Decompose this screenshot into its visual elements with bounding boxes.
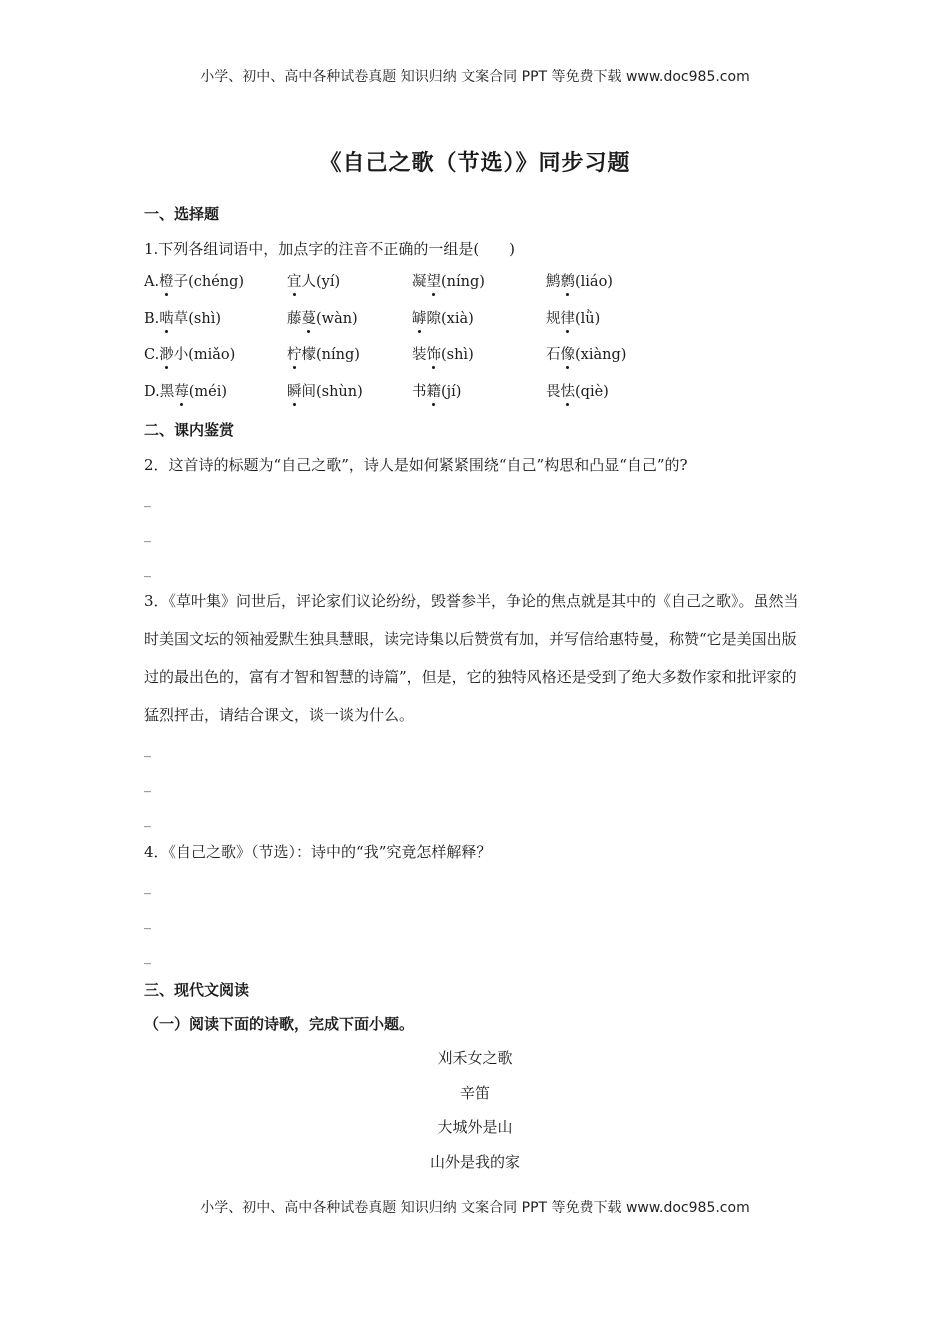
option-label: C.	[144, 347, 160, 363]
option-a-item	[412, 270, 485, 291]
question-3: 3．《草叶集》问世后，评论家们议论纷纷，毁誉参半，争论的焦点就是其中的《自己之歌》。虽然当时美国文坛的领袖爱默生独具慧眼，读完诗集以后赞赏有加，并写信给惠特曼，称赞“它是美国出版过的最出色的，富有才智和智慧的诗篇”，但是，它的独特风格还是受到了绝大多数作家和批评家的猛烈抨击，请结合课文，谈一谈为什么。	[144, 592, 799, 724]
option-b-item	[412, 307, 474, 328]
page-title: 《自己之歌（节选）》同步习题	[319, 151, 631, 176]
dotted-character: 鹩	[561, 270, 576, 291]
answer-blank[interactable]: _	[144, 562, 151, 578]
dotted-character: 律	[561, 307, 576, 328]
word-suffix-pinyin: (níng)	[441, 274, 485, 290]
section-heading-appreciation: 二、课内鉴赏	[144, 421, 235, 439]
word-prefix: 凝	[412, 274, 427, 290]
word-prefix: 规	[546, 311, 561, 327]
option-c-item	[144, 343, 235, 364]
word-suffix-pinyin: 小(miǎo)	[173, 347, 236, 363]
page-footer: 小学、初中、高中各种试卷真题 知识归纳 文案合同 PPT 等免费下载 www.doc985.com	[200, 1200, 750, 1216]
option-b-item	[287, 307, 358, 328]
word-prefix: 鹪	[546, 274, 561, 290]
word-suffix-pinyin: (wàn)	[316, 311, 358, 327]
option-d-item	[412, 380, 461, 401]
dotted-character: 渺	[159, 343, 174, 364]
dotted-character: 莓	[174, 380, 189, 401]
question-4: 4．《自己之歌》（节选）：诗中的“我”究竟怎样解释？	[144, 843, 492, 861]
dotted-character: 瞬	[287, 380, 302, 401]
dotted-character: 蔓	[302, 307, 317, 328]
option-a-item	[287, 270, 340, 291]
poem-line: 山外是我的家	[429, 1153, 520, 1171]
answer-blank[interactable]: _	[144, 949, 151, 965]
word-prefix: 书	[412, 384, 427, 400]
page-header: 小学、初中、高中各种试卷真题 知识归纳 文案合同 PPT 等免费下载 www.doc985.com	[200, 69, 750, 85]
word-suffix-pinyin: (qiè)	[575, 384, 609, 400]
option-label: A.	[144, 274, 160, 290]
word-suffix-pinyin: (jí)	[441, 384, 462, 400]
word-suffix-pinyin: (shì)	[441, 347, 474, 363]
option-a-item	[144, 270, 244, 291]
answer-blank[interactable]: _	[144, 492, 151, 508]
option-label: D.	[144, 384, 160, 400]
dotted-character: 宜	[287, 270, 302, 291]
word-suffix-pinyin: 人(yí)	[301, 274, 341, 290]
option-b-item	[546, 307, 600, 328]
option-a-item	[546, 270, 613, 291]
word-suffix-pinyin: (lǜ)	[575, 311, 601, 327]
section-heading-choice: 一、选择题	[144, 205, 220, 223]
word-prefix: 藤	[287, 311, 302, 327]
word-prefix: 装	[412, 347, 427, 363]
dotted-character: 怯	[561, 380, 576, 401]
word-suffix-pinyin: (xiàng)	[575, 347, 627, 363]
word-prefix: 畏	[546, 384, 561, 400]
answer-blank[interactable]: _	[144, 527, 151, 543]
question-1: 1.下列各组词语中，加点字的注音不正确的一组是( )	[144, 240, 516, 258]
answer-blank[interactable]: _	[144, 879, 151, 895]
answer-blank[interactable]: _	[144, 914, 151, 930]
dotted-character: 啮	[159, 307, 174, 328]
word-suffix-pinyin: 隙(xià)	[426, 311, 474, 327]
option-b-item	[144, 307, 221, 328]
dotted-character: 望	[427, 270, 442, 291]
poem-title: 刈禾女之歌	[437, 1049, 513, 1067]
dotted-character: 橙	[159, 270, 174, 291]
word-suffix-pinyin: (liáo)	[575, 274, 613, 290]
dotted-character: 罅	[412, 307, 427, 328]
word-suffix-pinyin: (méi)	[188, 384, 228, 400]
answer-blank[interactable]: _	[144, 742, 151, 758]
dotted-character: 饰	[427, 343, 442, 364]
answer-blank[interactable]: _	[144, 777, 151, 793]
option-d-item	[287, 380, 363, 401]
option-c-item	[546, 343, 626, 364]
poem-line: 大城外是山	[437, 1118, 513, 1136]
reading-subheading: （一）阅读下面的诗歌，完成下面小题。	[144, 1015, 415, 1033]
question-2: 2．这首诗的标题为“自己之歌”，诗人是如何紧紧围绕“自己”构思和凸显“自己”的?	[144, 456, 688, 474]
word-suffix-pinyin: 子(chéng)	[173, 274, 245, 290]
dotted-character: 像	[561, 343, 576, 364]
answer-blank[interactable]: _	[144, 812, 151, 828]
word-prefix: 黑	[159, 384, 175, 400]
word-suffix-pinyin: 间(shùn)	[301, 384, 363, 400]
word-suffix-pinyin: 檬(níng)	[301, 347, 360, 363]
option-d-item	[546, 380, 609, 401]
poem-author: 辛笛	[459, 1084, 490, 1102]
word-prefix: 石	[546, 347, 561, 363]
dotted-character: 柠	[287, 343, 302, 364]
option-d-item	[144, 380, 227, 401]
option-c-item	[412, 343, 474, 364]
section-heading-reading: 三、现代文阅读	[144, 981, 250, 999]
word-suffix-pinyin: 草(shì)	[173, 311, 221, 327]
option-label: B.	[144, 311, 160, 327]
dotted-character: 籍	[427, 380, 442, 401]
option-c-item	[287, 343, 360, 364]
